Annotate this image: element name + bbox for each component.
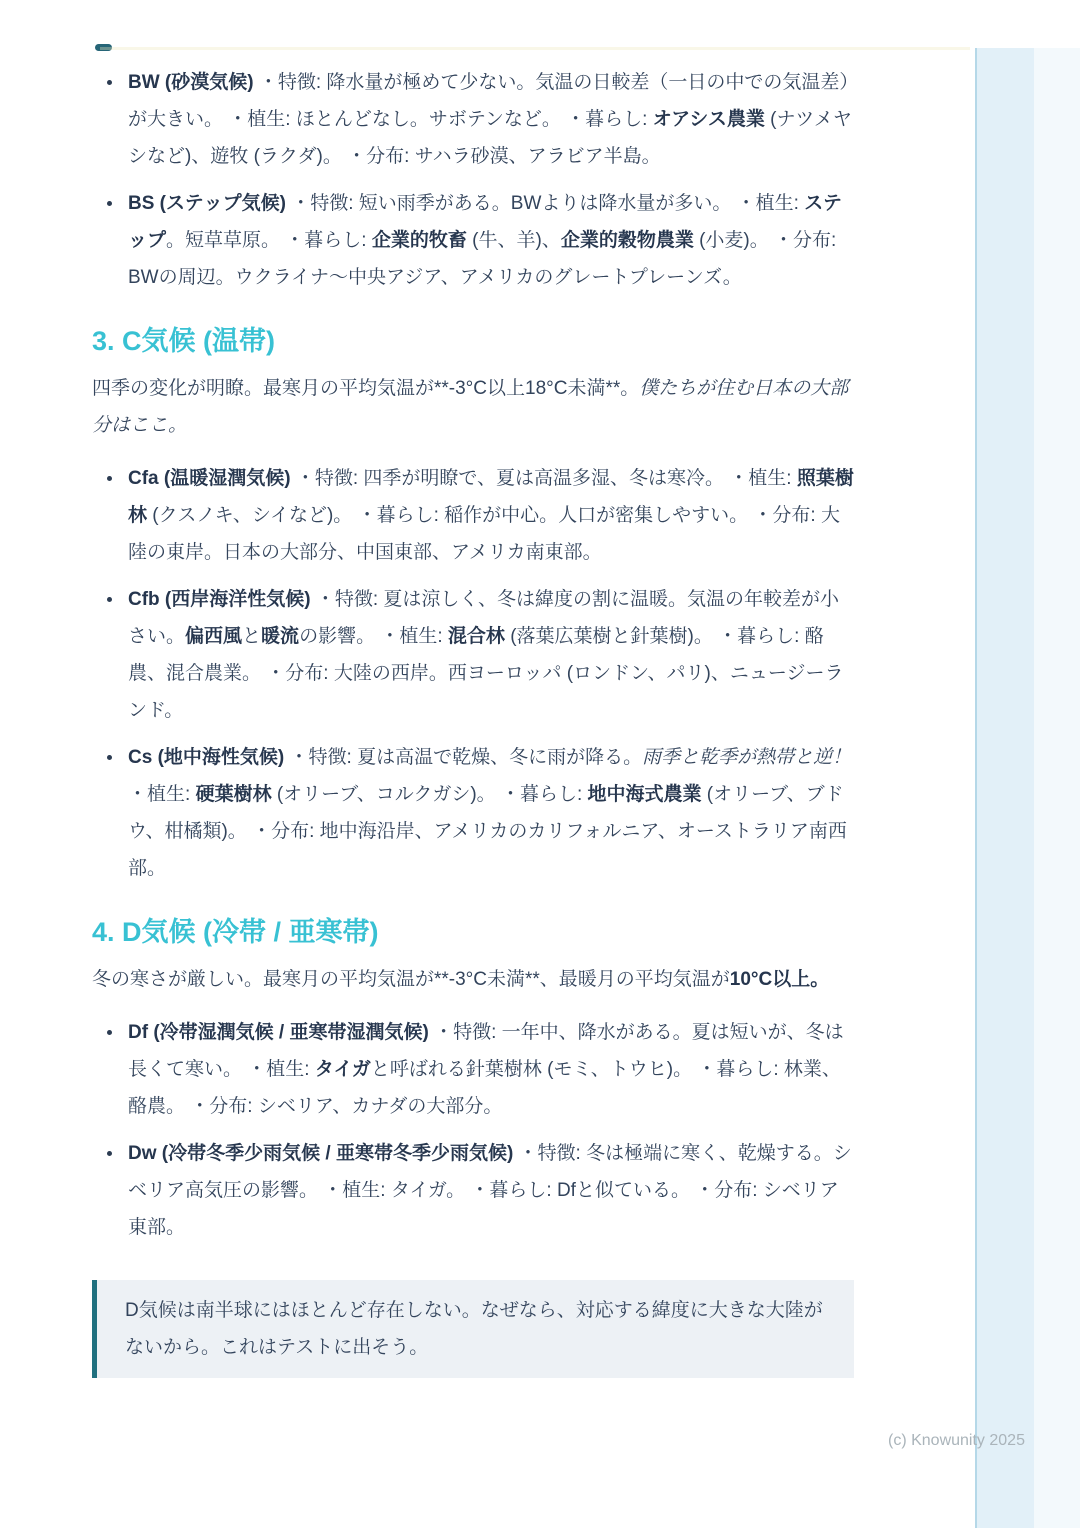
section-heading-d: 4. D気候 (冷帯 / 亜寒帯) [92,917,379,947]
watermark: (c) Knowunity 2025 [888,1432,1025,1449]
list-item-dw: • Dw (冷帯冬季少雨気候 / 亜寒帯冬季少雨気候) ・特徴: 冬は極端に寒く、乾燥する。シベリア高気圧の影響。 ・植生: タイガ。 ・暮らし: Dfと似ている。 ・分布: シベリア東部。 [124,1135,854,1246]
list-item-bs: • BS (ステップ気候) ・特徴: 短い雨季がある。BWよりは降水量が多い。 ・植生: ステップ。短草草原。 ・暮らし: 企業的牧畜 (牛、羊)、企業的穀物農業 (小麦)。 ・分布: BWの周辺。ウクライナ〜中央アジア、アメリカのグレートプレーンズ。 [124,185,854,296]
document-content [92,64,854,1378]
climate-list-d [100,1014,854,1246]
list-item-df: • Df (冷帯湿潤気候 / 亜寒帯湿潤気候) ・特徴: 一年中、降水がある。夏は短いが、冬は長くて寒い。 ・植生: タイガと呼ばれる針葉樹林 (モミ、トウヒ)。 ・暮らし: 林業、酪農。 ・分布: シベリア、カナダの大部分。 [124,1014,854,1125]
page-edge-panel [975,48,1034,1528]
clipped-highlight-line [100,47,970,50]
climate-list-c [100,460,854,887]
climate-list-b [100,64,854,296]
section-intro-d: 冬の寒さが厳しい。最寒月の平均気温が**-3°C未満**、最暖月の平均気温が10°C以上。 [92,969,830,990]
list-item-cfa: • Cfa (温暖湿潤気候) ・特徴: 四季が明瞭で、夏は高温多湿、冬は寒冷。 ・植生: 照葉樹林 (クスノキ、シイなど)。 ・暮らし: 稲作が中心。人口が密集しやすい。 ・分布: 大陸の東岸。日本の大部分、中国東部、アメリカ南東部。 [124,460,854,571]
list-item-cfb: • Cfb (西岸海洋性気候) ・特徴: 夏は涼しく、冬は緯度の割に温暖。気温の年較差が小さい。偏西風と暖流の影響。 ・植生: 混合林 (落葉広葉樹と針葉樹)。 ・暮らし: 酪農、混合農業。 ・分布: 大陸の西岸。西ヨーロッパ (ロンドン、パリ)、ニュージーランド。 [124,581,854,729]
note-callout-text: D気候は南半球にはほとんど存在しない。なぜなら、対応する緯度に大きな大陸がないから。これはテストに出そう。 [125,1300,823,1358]
section-intro-c: 四季の変化が明瞭。最寒月の平均気温が**-3°C以上18°C未満**。僕たちが住む日本の大部分はここ。 [92,378,849,436]
page-edge-outer [1034,48,1080,1528]
list-item-cs: • Cs (地中海性気候) ・特徴: 夏は高温で乾燥、冬に雨が降る。雨季と乾季が熱帯と逆！ ・植生: 硬葉樹林 (オリーブ、コルクガシ)。 ・暮らし: 地中海式農業 (オリーブ、ブドウ、柑橘類)。 ・分布: 地中海沿岸、アメリカのカリフォルニア、オーストラリア南西部。 [124,739,854,887]
note-callout [92,1280,854,1378]
section-heading-c: 3. C気候 (温帯) [92,326,276,356]
list-item-bw: • BW (砂漠気候) ・特徴: 降水量が極めて少ない。気温の日較差（一日の中での気温差）が大きい。 ・植生: ほとんどなし。サボテンなど。 ・暮らし: オアシス農業 (ナツメヤシなど)、遊牧 (ラクダ)。 ・分布: サハラ砂漠、アラビア半島。 [124,64,854,175]
